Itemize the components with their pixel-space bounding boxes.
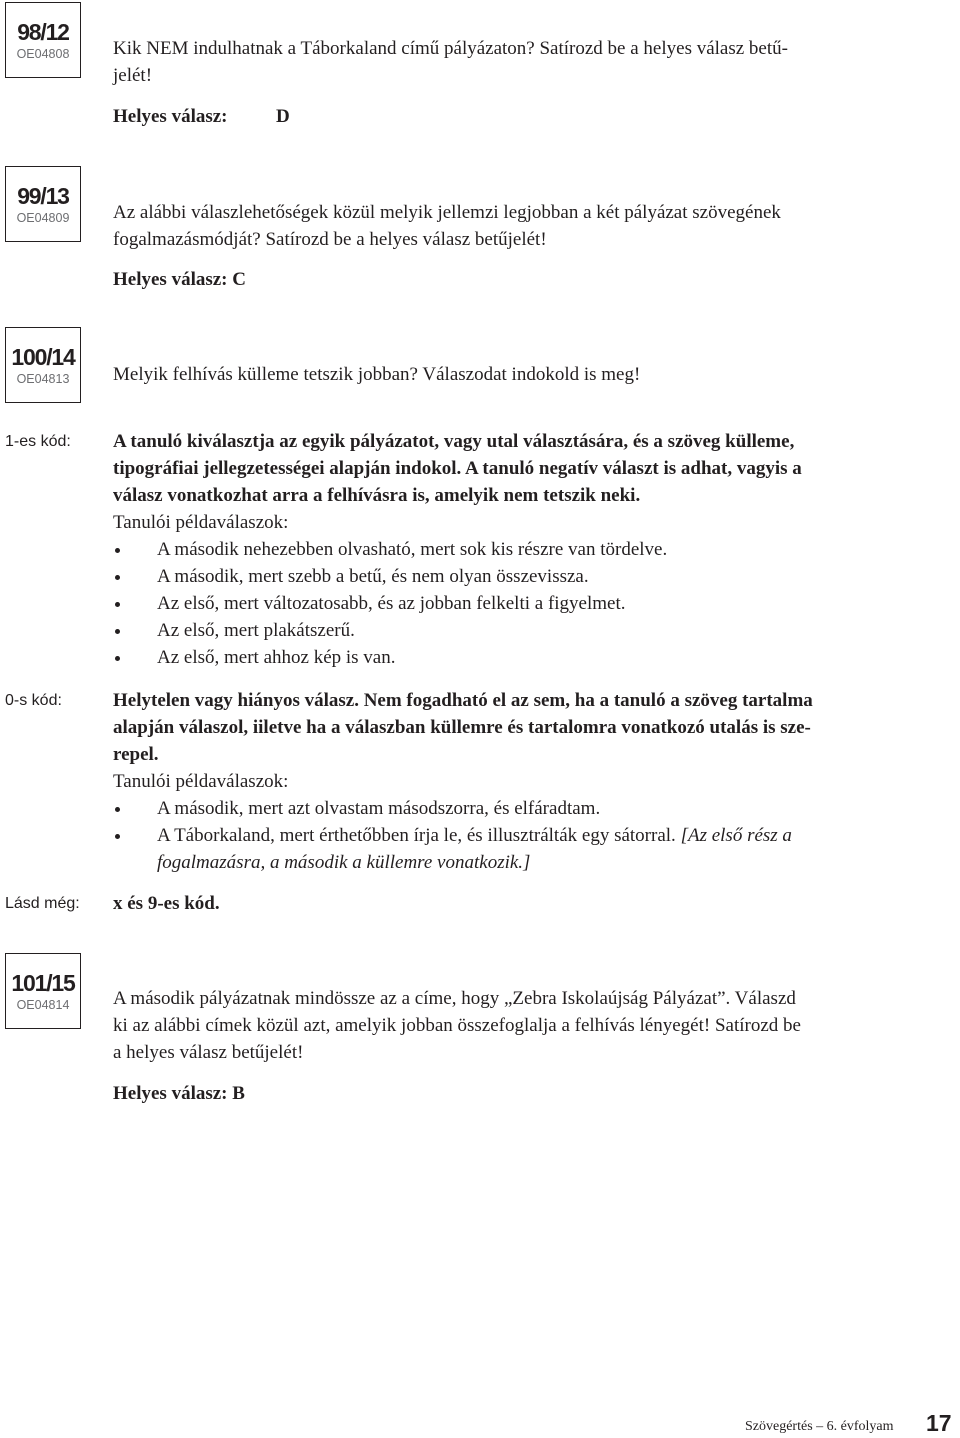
see-also-label: Lásd még:	[5, 895, 80, 912]
question-line: Az alábbi válaszlehetőségek közül melyik jellemzi legjobban a két pályázat szövegének	[113, 202, 781, 223]
task-number: 99/13	[17, 183, 69, 209]
task-number: 101/15	[11, 970, 75, 996]
description-line: tipográfiai jellegzetességei alapján indokol. A tanuló negatív választ is adhat, vagyis a	[113, 458, 802, 479]
answer: Helyes válasz: C	[113, 269, 246, 290]
examples-label: Tanulói példaválaszok:	[113, 771, 289, 792]
description-line: alapján válaszol, iiletve ha a válaszban küllemre és tartalomra vonatkozó utalás is sze-	[113, 717, 811, 738]
code-1-examples	[113, 536, 923, 671]
question-101-text	[113, 985, 923, 1066]
examples-label: Tanulói példaválaszok:	[113, 512, 289, 533]
task-id-box-99	[5, 166, 81, 242]
question-line: a helyes válasz betűjelét!	[113, 1042, 304, 1063]
task-code: OE04809	[16, 211, 70, 225]
footer-subject: Szövegértés – 6. évfolyam	[745, 1419, 894, 1434]
description-line: Helytelen vagy hiányos válasz. Nem fogadható el az sem, ha a tanuló a szöveg tartalma	[113, 690, 813, 711]
description-line: repel.	[113, 744, 159, 765]
answer-value: D	[276, 106, 290, 127]
example-item: A második, mert szebb a betű, és nem olyan összevissza.	[113, 563, 923, 590]
example-note: [Az első rész a	[680, 825, 792, 846]
example-item	[113, 822, 923, 876]
code-0-label: 0-s kód:	[5, 692, 62, 709]
example-note: fogalmazásra, a második a küllemre vonatkozik.]	[157, 852, 531, 873]
task-code: OE04808	[16, 47, 70, 61]
question-line: A második pályázatnak mindössze az a címe, hogy „Zebra Iskolaújság Pályázat”. Válaszd	[113, 988, 796, 1009]
example-text: A Táborkaland, mert érthetőbben írja le, és illusztrálták egy sátorral.	[157, 825, 676, 846]
example-item: Az első, mert ahhoz kép is van.	[113, 644, 923, 671]
example-item: Az első, mert változatosabb, és az jobban felkelti a figyelmet.	[113, 590, 923, 617]
answer: Helyes válasz: B	[113, 1083, 245, 1104]
example-item: A második, mert azt olvastam másodszorra, és elfáradtam.	[113, 795, 923, 822]
question-line: ki az alábbi címek közül azt, amelyik jobban összefoglalja a felhívás lényegét! Satírozd be	[113, 1015, 801, 1036]
example-item: Az első, mert plakátszerű.	[113, 617, 923, 644]
question-99-text	[113, 199, 923, 253]
example-item: A második nehezebben olvasható, mert sok kis részre van tördelve.	[113, 536, 923, 563]
task-number: 98/12	[17, 19, 69, 45]
task-number: 100/14	[11, 344, 75, 370]
code-1-label: 1-es kód:	[5, 433, 71, 450]
code-0-description	[113, 687, 923, 795]
question-line: fogalmazásmódját? Satírozd be a helyes válasz betűjelét!	[113, 229, 547, 250]
answer-label: Helyes válasz:	[113, 106, 228, 127]
code-0-examples	[113, 795, 923, 876]
question-98-text	[113, 35, 923, 89]
task-id-box-100	[5, 327, 81, 403]
question-line: jelét!	[113, 65, 153, 86]
task-code: OE04814	[16, 998, 70, 1012]
task-code: OE04813	[16, 372, 70, 386]
task-id-box-101	[5, 953, 81, 1029]
page-number: 17	[926, 1410, 952, 1436]
code-1-description	[113, 428, 923, 536]
question-100-text: Melyik felhívás külleme tetszik jobban? Válaszodat indokold is meg!	[113, 364, 641, 385]
question-line: Kik NEM indulhatnak a Táborkaland című pályázaton? Satírozd be a helyes válasz betű-	[113, 38, 788, 59]
description-line: válasz vonatkozhat arra a felhívásra is, amelyik nem tetszik neki.	[113, 485, 641, 506]
task-id-box-98	[5, 2, 81, 78]
see-also-value: x és 9-es kód.	[113, 893, 220, 914]
description-line: A tanuló kiválasztja az egyik pályázatot, vagy utal választására, és a szöveg külleme,	[113, 431, 795, 452]
